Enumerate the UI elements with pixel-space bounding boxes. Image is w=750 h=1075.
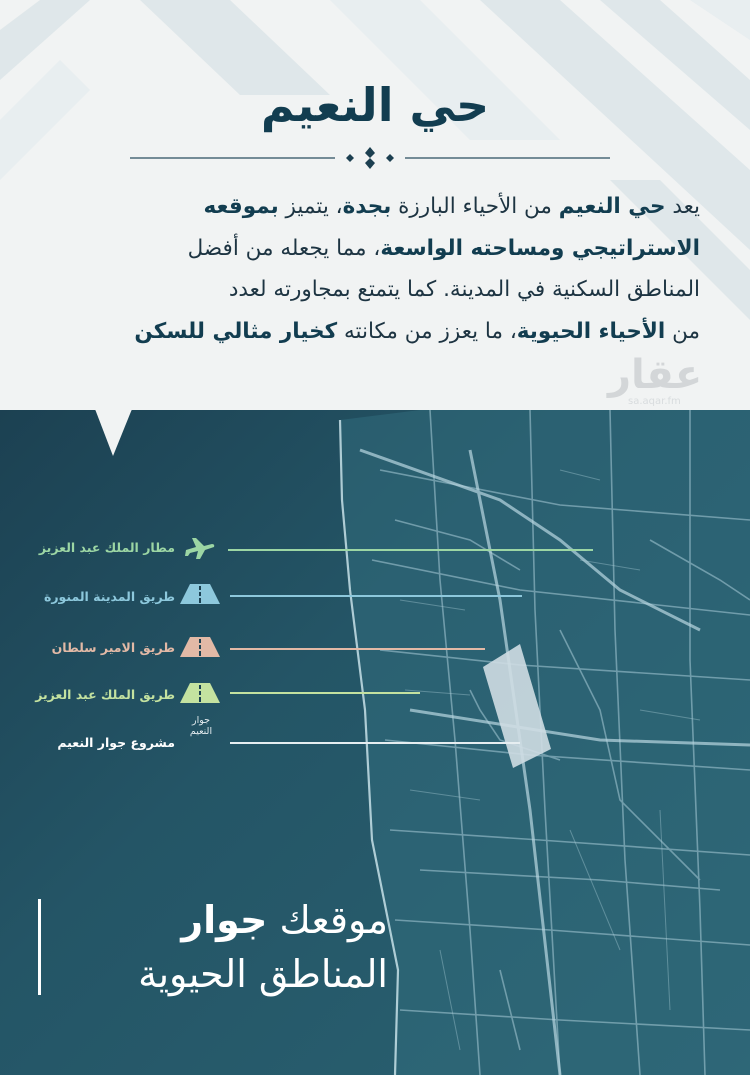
tagline-accent-bar [38, 899, 41, 995]
legend-label-airport: مطار الملك عبد العزيز [38, 540, 175, 555]
legend-line-jiwar-project [230, 742, 520, 744]
airplane-icon [184, 534, 216, 560]
road-icon [180, 683, 220, 703]
tagline-line1: موقعك جوار [181, 898, 388, 942]
paragraph-line: المناطق السكنية في المدينة. كما يتمتع بمجاورته لعدد [228, 277, 700, 302]
intro-paragraph [40, 186, 700, 352]
legend-label-king-abdulaziz-road: طريق الملك عبد العزيز [35, 687, 175, 702]
road-icon [180, 584, 220, 604]
aqar-watermark [600, 352, 725, 410]
watermark-logo: عقار [608, 352, 703, 398]
legend-label-madinah-road: طريق المدينة المنورة [43, 589, 175, 604]
legend-line-madinah-road [230, 595, 522, 597]
legend-line-king-abdulaziz-road [230, 692, 420, 694]
road-icon [180, 637, 220, 657]
watermark-url: sa.aqar.fm [628, 396, 681, 407]
legend-line-airport [228, 549, 593, 551]
paragraph-line: يعد حي النعيم من الأحياء البارزة بجدة، يتميز بموقعه [203, 194, 700, 219]
legend-line-prince-sultan-road [230, 648, 485, 650]
jiwar-logo-line1: جوار [191, 715, 210, 726]
jiwar-logo-line2: النعيم [189, 726, 213, 737]
jiwar-logo [183, 715, 219, 737]
tagline-line2: المناطق الحيوية [138, 952, 388, 996]
paragraph-line: الاستراتيجي ومساحته الواسعة، مما يجعله من أفضل [187, 235, 700, 261]
header-section [0, 0, 750, 410]
page-title: حي النعيم [260, 78, 490, 132]
map-section [0, 410, 750, 1075]
paragraph-line: من الأحياء الحيوية، ما يعزز من مكانته كخيار مثالي للسكن [134, 318, 700, 344]
title-divider [130, 147, 610, 169]
legend-label-jiwar-project: مشروع جوار النعيم [57, 735, 175, 750]
legend-label-prince-sultan-road: طريق الامير سلطان [51, 640, 175, 655]
